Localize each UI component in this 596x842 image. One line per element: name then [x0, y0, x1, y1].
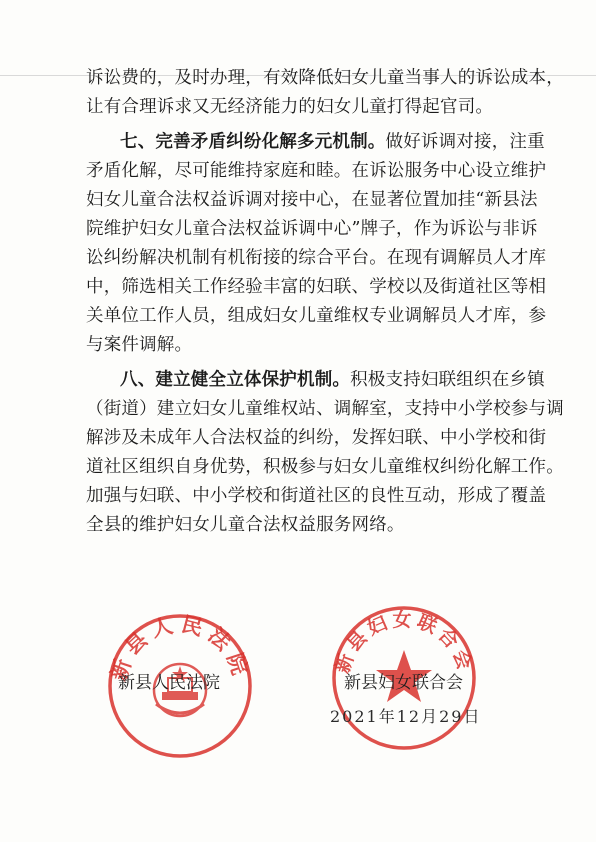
paragraph-8-line: 全县的维护妇女儿童合法权益服务网络。	[86, 515, 405, 535]
court-seal-text: 新县人民法院	[105, 610, 255, 684]
paragraph-8-line: 解涉及未成年人合法权益的纠纷，发挥妇联、中小学校和街	[86, 428, 547, 448]
paragraph-7-line: 中，筛选相关工作经验丰富的妇联、学校以及街道社区等相	[86, 277, 547, 297]
paragraph-7-first-line	[86, 128, 545, 157]
paragraph-7-line: 关单位工作人员，组成妇女儿童维权专业调解员人才库，参	[86, 306, 547, 326]
paragraph-8-heading: 八、建立健全立体保护机制。	[120, 370, 351, 390]
paragraph-8-line: 道社区组织自身优势，积极参与妇女儿童维权纠纷化解工作。	[86, 457, 564, 477]
paragraph-8-line: 加强与妇联、中小学校和街道社区的良性互动，形成了覆盖	[86, 486, 547, 506]
federation-seal-text: 新县妇女联合会	[331, 609, 477, 677]
paragraph-7-line: 矛盾化解，尽可能维持家庭和睦。在诉讼服务中心设立维护	[86, 161, 547, 181]
paragraph-8-line: （街道）建立妇女儿童维权站、调解室，支持中小学校参与调	[86, 399, 564, 419]
paragraph-7-line: 院维护妇女儿童合法权益诉调中心”牌子，作为诉讼与非诉	[86, 219, 538, 239]
paragraph-7-line: 妇女儿童合法权益诉调对接中心，在显著位置加挂“新县法	[86, 190, 538, 210]
paragraph-6-line-1: 诉讼费的，及时办理，有效降低妇女儿童当事人的诉讼成本，	[86, 68, 564, 88]
document-date: 2021年12月29日	[330, 707, 482, 726]
federation-signature: 新县妇女联合会	[344, 673, 463, 693]
paragraph-7-line: 讼纠纷解决机制有机衔接的综合平台。在现有调解员人才库	[86, 248, 547, 268]
court-signature: 新县人民法院	[118, 673, 220, 693]
paragraph-6-line-2: 让有合理诉求又无经济能力的妇女儿童打得起官司。	[86, 97, 494, 117]
paragraph-7-first-text: 做好诉调对接，注重	[385, 132, 545, 152]
paragraph-8-first-text: 积极支持妇联组织在乡镇	[350, 370, 545, 390]
paragraph-7-line: 与案件调解。	[86, 335, 193, 355]
document-body	[86, 64, 564, 540]
paragraph-8-first-line	[86, 366, 545, 395]
paragraph-7-heading: 七、完善矛盾纠纷化解多元机制。	[120, 132, 386, 152]
